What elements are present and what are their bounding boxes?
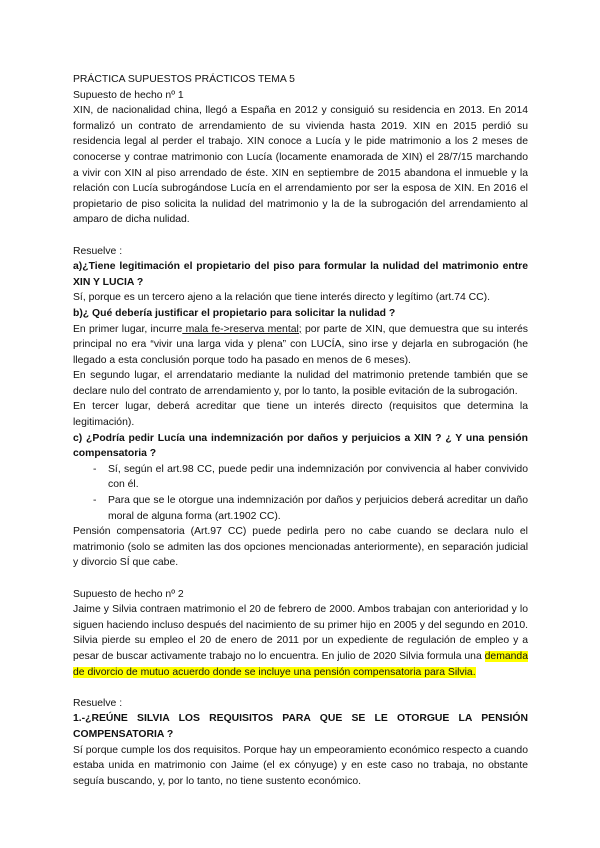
question-b: b)¿ Qué debería justificar el propietario para solicitar la nulidad ? — [73, 307, 396, 319]
answer-b-paragraph-1 — [73, 322, 528, 369]
document-title: PRÁCTICA SUPUESTOS PRÁCTICOS TEMA 5 — [73, 74, 295, 85]
list-item: - Sí, según el art.98 CC, puede pedir una indemnización por convivencia al haber convivido con él. — [73, 462, 528, 493]
answer-a: Sí, porque es un tercero ajeno a la relación que tiene interés directo y legítimo (art.74 CC). — [73, 292, 491, 304]
case2-body — [73, 602, 528, 680]
list-item: - Para que se le otorgue una indemnización por daños y perjuicios deberá acreditar un daño moral de alguna forma (art.1902 CC). — [73, 493, 528, 524]
highlighted-text: demanda de divorcio de mutuo acuerdo donde se incluye una pensión compensatoria para Silvia. — [73, 650, 528, 678]
spacer — [73, 228, 528, 244]
case2-heading: Supuesto de hecho nº 2 — [73, 588, 184, 600]
spacer — [73, 571, 528, 587]
case2-resuelve: Resuelve : — [73, 697, 123, 709]
answer-1: Sí porque cumple los dos requisitos. Porque hay un empeoramiento económico respecto a cuando estaba unida en matrimonio con Jaime (el ex cónyuge) y en este caso no trabaja, no obstante seguía buscando, y, por lo tanto, no tiene sustento económico. — [73, 744, 528, 787]
question-1: 1.-¿REÚNE SILVIA LOS REQUISITOS PARA QUE SE LE OTORGUE LA PENSIÓN COMPENSATORIA ? — [73, 713, 528, 740]
answer-b1-start: En primer lugar, incurre — [73, 323, 183, 335]
underlined-phrase: mala fe->reserva mental; — [182, 323, 302, 335]
case1-body: XIN, de nacionalidad china, llegó a España en 2012 y consiguió su residencia en 2013. En 2014 formalizó un contrato de arrendamiento de su vivienda hasta 2019. XIN en 2015 perdió su residencia legal al perder el trabajo. XIN conoce a Lucía y le pide matrimonio a los 2 meses de conocerse y contrae matrimonio con Lucía (locamente enamorada de XIN) el 28/7/15 marchando a vivir con XIN al piso arrendado de éste. XIN en septiembre de 2015 abandona el inmueble y la relación con Lucía subrogándose Lucía en el arrendamiento por ser la esposa de XIN. En 2016 el propietario de piso solicita la nulidad del matrimonio y la de la subrogación del arrendamiento al amparo de dicha nulidad. — [73, 105, 528, 226]
case1-resuelve: Resuelve : — [73, 245, 123, 257]
case2-body-text: Jaime y Silvia contraen matrimonio el 20 de febrero de 2000. Ambos trabajan con anterioridad y lo siguen haciendo incluso después del nacimiento de su primer hijo en 2005 y del segundo en 2010. Silvia pierde su empleo el 20 de enero de 2011 por un expediente de regulación de empleo y a pesar de buscar activamente trabajo no lo encuentra. En julio de 2020 Silvia formula una — [73, 604, 528, 662]
answer-c-paragraph: Pensión compensatoria (Art.97 CC) puede pedirla pero no cabe cuando se declara nulo el matrimonio (solo se admiten las dos opciones mencionadas anteriormente), en separación judicial y divorcio SÍ que cabe. — [73, 526, 528, 569]
question-c: c) ¿Podría pedir Lucía una indemnización por daños y perjuicios a XIN ? ¿ Y una pensión compensatoria ? — [73, 432, 528, 460]
answer-b1-end: por parte de XIN, que demuestra que su interés principal no era “vivir una larga vida y plena” con LUCÍA, sino irse y dejarla en subrogación (he llegado a esta conclusión porque todo ha pasado en menos de 6 meses). — [73, 323, 528, 366]
question-a: a)¿Tiene legitimación el propietario del piso para formular la nulidad del matrimonio entre XIN Y LUCIA ? — [73, 261, 528, 288]
answer-c-list — [73, 462, 528, 524]
answer-b-paragraph-2: En segundo lugar, el arrendatario mediante la nulidad del matrimonio pretende también que se declare nulo del contrato de arrendamiento y, por lo tanto, la posible evitación de la subrogación. — [73, 370, 528, 397]
answer-b-paragraph-3: En tercer lugar, deberá acreditar que tiene un interés directo (requisitos que determina la legitimación). — [73, 401, 528, 429]
spacer — [73, 680, 528, 696]
case1-heading: Supuesto de hecho nº 1 — [73, 89, 184, 101]
